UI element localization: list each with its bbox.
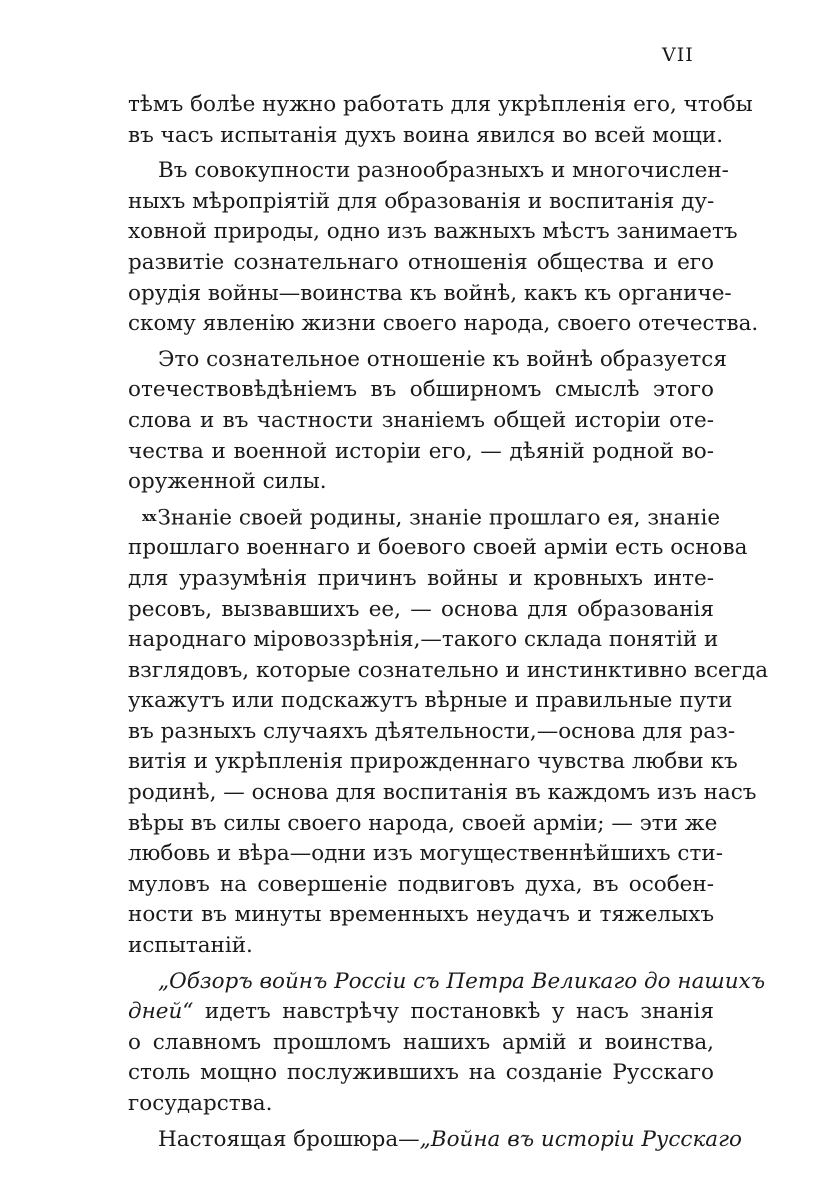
text-line [128,997,714,1028]
text-line [128,503,721,534]
text-line: ховной природы, одно изъ важныхъ мѣстъ занимаетъ [128,219,738,245]
text-line-content: Настоящая брошюра— [158,1126,420,1152]
text-line: чества и военной исторіи его, — дѣяній родной во- [128,438,714,464]
page-number: VII [662,44,694,66]
text-line: столь мощно послужившихъ на созданіе Русскаго [128,1060,714,1086]
italic-title: „Война въ исторіи Русскаго [419,1126,742,1152]
text-line: въ разныхъ случаяхъ дѣятельности,—основа для раз- [128,718,736,744]
paragraph-6 [128,1125,742,1156]
text-line: вѣры въ силы своего народа, своей арміи; — эти же [128,810,718,836]
paragraph-1 [128,90,753,151]
text-line: о славномъ прошломъ нашихъ армій и воинства, [128,1029,714,1055]
text-line: ныхъ мѣропріятій для образованія и воспитанія ду- [128,188,715,214]
text-line: Въ совокупности разнообразныхъ и многочислен- [158,158,729,184]
text-line: витія и укрѣпленія прирожденнаго чувства любви къ [128,749,738,775]
body-text [128,90,769,1155]
text-line-content: Знаніе своей родины, знаніе прошлаго ея, знаніе [157,505,721,531]
text-line: скому явленію жизни своего народа, своего отечества. [128,311,759,337]
text-line: развитіе сознательнаго отношенія общества и его [128,249,714,275]
paragraph-5 [128,967,766,1120]
text-line: слова и въ частности знаніемъ общей исторіи оте- [128,407,714,433]
text-line: въ часъ испытанія духъ воина явился во всей мощи. [128,122,724,148]
paragraph-3 [128,345,727,498]
text-line: взглядовъ, которые сознательно и инстинктивно всегда [128,657,769,683]
text-line: муловъ на совершеніе подвиговъ духа, въ особен- [128,871,714,897]
text-line: государства. [128,1091,273,1116]
paragraph-4 [128,503,769,962]
text-line: тѣмъ болѣе нужно работать для укрѣпленія его, чтобы [128,92,753,117]
text-line: родинѣ, — основа для воспитанія въ каждомъ изъ насъ [128,780,757,806]
text-line: ности въ минуты временныхъ неудачъ и тяжелыхъ [128,902,714,928]
text-line [128,1125,742,1156]
text-line: прошлаго военнаго и боевого своей арміи есть основа [128,535,748,561]
text-line: любовь и вѣра—одни изъ могущественнѣйшихъ сти- [128,841,723,867]
text-line: народнаго міровоззрѣнія,—такого склада понятій и [128,627,719,653]
text-line: отечествовѣдѣніемъ въ обширномъ смыслѣ этого [128,377,714,403]
italic-title: дней“ [128,999,194,1025]
text-line [128,967,766,998]
text-line: ресовъ, вызвавшихъ ее, — основа для образованія [128,596,714,622]
text-line: оруженной силы. [128,469,327,495]
text-line: орудія войны—воинства къ войнѣ, какъ къ органиче- [128,280,732,306]
text-line-content: идетъ навстрѣчу постановкѣ у насъ знанія [193,999,714,1025]
text-line: Это сознательное отношеніе къ войнѣ образуется [158,346,727,372]
paragraph-2 [128,156,759,340]
margin-mark: xx [142,509,156,525]
text-line: испытаній. [128,933,253,959]
italic-title: „Обзоръ войнъ Россіи съ Петра Великаго до нашихъ [158,968,766,994]
text-line: для уразумѣнія причинъ войны и кровныхъ инте- [128,565,714,591]
text-line: укажутъ или подскажутъ вѣрные и правильные пути [128,688,733,714]
